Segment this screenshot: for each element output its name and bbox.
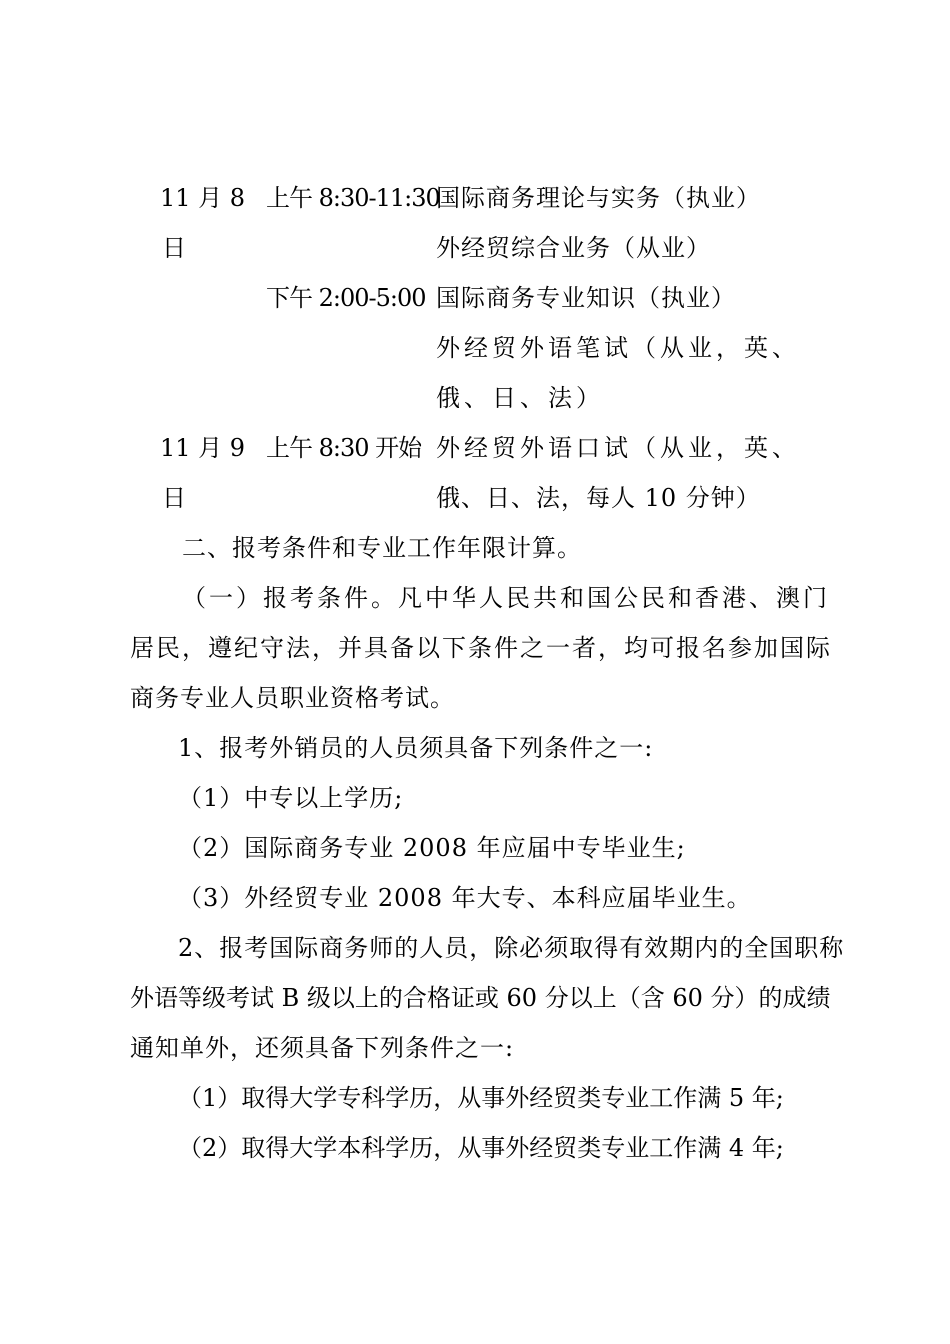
schedule-subject: 俄、日、法，每人 10 分钟） xyxy=(436,484,761,512)
schedule-date-suffix: 日 xyxy=(162,234,186,262)
list-heading: 1、报考外销员的人员须具备下列条件之一: xyxy=(178,734,654,762)
list-item: （2）取得大学本科学历，从事外经贸类专业工作满 4 年; xyxy=(178,1134,784,1162)
schedule-subject: 外经贸综合业务（从业） xyxy=(436,234,711,262)
schedule-subject: 外经贸外语口试（从业，英、 xyxy=(436,434,800,462)
paragraph-line: 通知单外，还须具备下列条件之一: xyxy=(130,1034,515,1062)
schedule-time: 上午 8:30 开始 xyxy=(266,434,422,462)
paragraph-line: 商务专业人员职业资格考试。 xyxy=(130,684,455,712)
list-item: （1）中专以上学历; xyxy=(178,784,404,812)
schedule-time: 下午 2:00-5:00 xyxy=(266,284,426,312)
list-item: （1）取得大学专科学历，从事外经贸类专业工作满 5 年; xyxy=(178,1084,784,1112)
paragraph-line: 2、报考国际商务师的人员，除必须取得有效期内的全国职称 xyxy=(178,934,845,962)
schedule-date: 11 月 8 xyxy=(160,184,246,212)
schedule-subject: 外经贸外语笔试（从业，英、 xyxy=(436,334,800,362)
schedule-date: 11 月 9 xyxy=(160,434,246,462)
schedule-subject: 国际商务专业知识（执业） xyxy=(436,284,736,312)
schedule-subject: 国际商务理论与实务（执业） xyxy=(436,184,761,212)
schedule-subject: 俄、日、法） xyxy=(436,384,604,412)
schedule-time: 上午 8:30-11:30 xyxy=(266,184,440,212)
list-item: （2）国际商务专业 2008 年应届中专毕业生; xyxy=(178,834,686,862)
schedule-date-suffix: 日 xyxy=(162,484,186,512)
paragraph-line: （一）报考条件。凡中华人民共和国公民和香港、澳门 xyxy=(182,584,830,612)
paragraph-line: 外语等级考试 B 级以上的合格证或 60 分以上（含 60 分）的成绩 xyxy=(130,984,831,1012)
paragraph-line: 居民，遵纪守法，并具备以下条件之一者，均可报名参加国际 xyxy=(130,634,832,662)
section-heading: 二、报考条件和专业工作年限计算。 xyxy=(182,534,582,562)
list-item: （3）外经贸专业 2008 年大专、本科应届毕业生。 xyxy=(178,884,752,912)
